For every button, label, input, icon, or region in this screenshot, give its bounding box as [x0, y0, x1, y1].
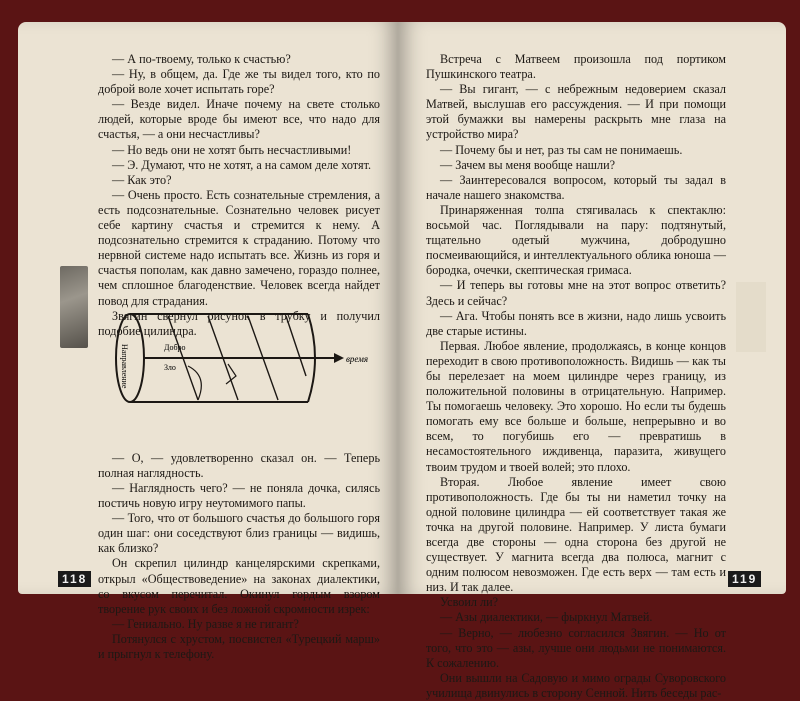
right-paragraph: Они вышли на Садовую и мимо ограды Суворовского училища двинулись в сторону Сенной. Нить беседы рас- — [426, 670, 726, 700]
right-paragraph: — Зачем вы меня вообще нашли? — [440, 157, 616, 172]
right-page-number: 119 — [728, 571, 761, 587]
left-page — [18, 22, 398, 661]
right-paragraph: — Верно, — любезно согласился Звягин. — Но от того, что это — азы, лучше они людьми не понимаются. К сожалению. — [426, 625, 726, 670]
left-paragraph: — Как это? — [112, 172, 172, 187]
left-page-number: 118 — [58, 571, 91, 587]
margin-photo — [60, 266, 88, 348]
margin-photo-ghost — [736, 282, 766, 352]
left-paragraph: — Очень просто. Есть сознательные стремления, а есть подсознательные. Сознательно человек рисует себе картину счастья и стремится к нему. А подсознательно стремится к страданию. Потому что нервной системе надо испытать все. Жизнь из горя и счастья пополам, как давно замечено, гораздо полнее, чем сплошное благоденствие. Человек всегда найдет повод для страдания. — [98, 187, 380, 308]
cylinder-diagram — [108, 306, 378, 410]
right-paragraph: Усвоил ли? — [440, 595, 499, 610]
left-paragraph: — Но ведь они не хотят быть несчастливыми! — [112, 142, 352, 157]
spiral-marks — [188, 364, 236, 400]
left-paragraph: — А по-твоему, только к счастью? — [112, 52, 291, 66]
right-text-block — [426, 52, 726, 701]
left-paragraph: — Того, что от большого счастья до большого горя один шаг: они соседствуют близ границы — видишь, как близко? — [98, 511, 380, 556]
right-paragraph: — Вы гигант, — с небрежным недоверием сказал Матвей, выслушав его рассуждения. — И при помощи этой бумажки вы намерены раскрыть мне глаза на устройство мира? — [426, 82, 726, 142]
diagram-label-bottom: Зло — [164, 363, 176, 372]
left-paragraph: — Везде видел. Иначе почему на свете столько людей, которые вроде бы имеют все, что надо для счастья, — а они несчастливы? — [98, 97, 380, 142]
left-paragraph: — Ну, в общем, да. Где же ты видел того, кто по доброй воле хочет испытать горе? — [98, 67, 380, 97]
diagram-label-top: Добро — [164, 343, 186, 352]
diagram-label-left: Направление — [120, 344, 129, 389]
left-paragraph: — О, — удовлетворенно сказал он. — Теперь полная наглядность. — [98, 450, 380, 480]
right-paragraph: — Заинтересовался вопросом, который ты задал в начале нашего знакомства. — [426, 172, 726, 202]
right-paragraph: Встреча с Матвеем произошла под портиком Пушкинского театра. — [426, 52, 726, 82]
right-paragraph: Первая. Любое явление, продолжаясь, в конце концов переходит в свою противоположность. Видишь — как ты бы перелезает на моем цилиндре через границу, из положительной половины в отрицательную. Например. Ты помогаешь человеку. Это хорошо. Но если ты будешь помогать ему все больше и больше, непрерывно и во всем, то погубишь его — превратишь в несамостоятельного иждивенца, паразита, живущего твоим трудом и твоей волей; это плохо. — [426, 338, 726, 474]
left-paragraph: — Наглядность чего? — не поняла дочка, силясь постичь новую игру неутомимого папы. — [98, 480, 380, 511]
right-paragraph: — Азы диалектики, — фыркнул Матвей. — [440, 610, 653, 625]
left-paragraph: Потянулся с хрустом, посвистел «Турецкий марш» и прыгнул к телефону. — [98, 631, 380, 661]
right-paragraph: — И теперь вы готовы мне на этот вопрос ответить? Здесь и сейчас? — [426, 278, 726, 308]
right-paragraph: — Ага. Чтобы понять все в жизни, надо лишь усвоить две старые истины. — [426, 308, 726, 338]
right-page — [398, 22, 786, 700]
left-paragraph: Звягин свернул рисунок в трубку и получил подобие цилиндра. — [98, 308, 380, 338]
right-paragraph: Принаряженная толпа стягивалась к спектаклю: восьмой час. Поглядывали на пару: подтянутый, тщательно одетый мужчина, добродушно посмеивающийся, и интеллектуального облика юноша — бородка, очечки, скептическая гримаса. — [426, 202, 726, 278]
time-axis-arrow — [334, 353, 344, 363]
left-paragraph: — Гениально. Ну разве я не гигант? — [112, 616, 299, 631]
right-paragraph: Вторая. Любое явление имеет свою противоположность. Где бы ты ни наметил точку на одной половине цилиндра — ей соответствует такая же точка на другой половине. Например. У листа бумаги всегда две стороны — одна сторона без другой не существует. У магнита всегда два полюса, магнит с одним полюсом невозможен. Где есть верх — там есть и низ. И так далее. — [426, 474, 726, 595]
left-paragraph: Он скрепил цилиндр канцелярскими скрепками, открыл «Обществоведение» на законах диалектики, со вкусом перечитал. Окинул гордым взором творение рук своих и без ложной скромности изрек: — [98, 556, 380, 616]
diagram-label-time: время — [346, 354, 369, 364]
right-paragraph: — Почему бы и нет, раз ты сам не понимаешь. — [440, 142, 683, 157]
left-paragraph: — Э. Думают, что не хотят, а на самом деле хотят. — [112, 157, 372, 172]
